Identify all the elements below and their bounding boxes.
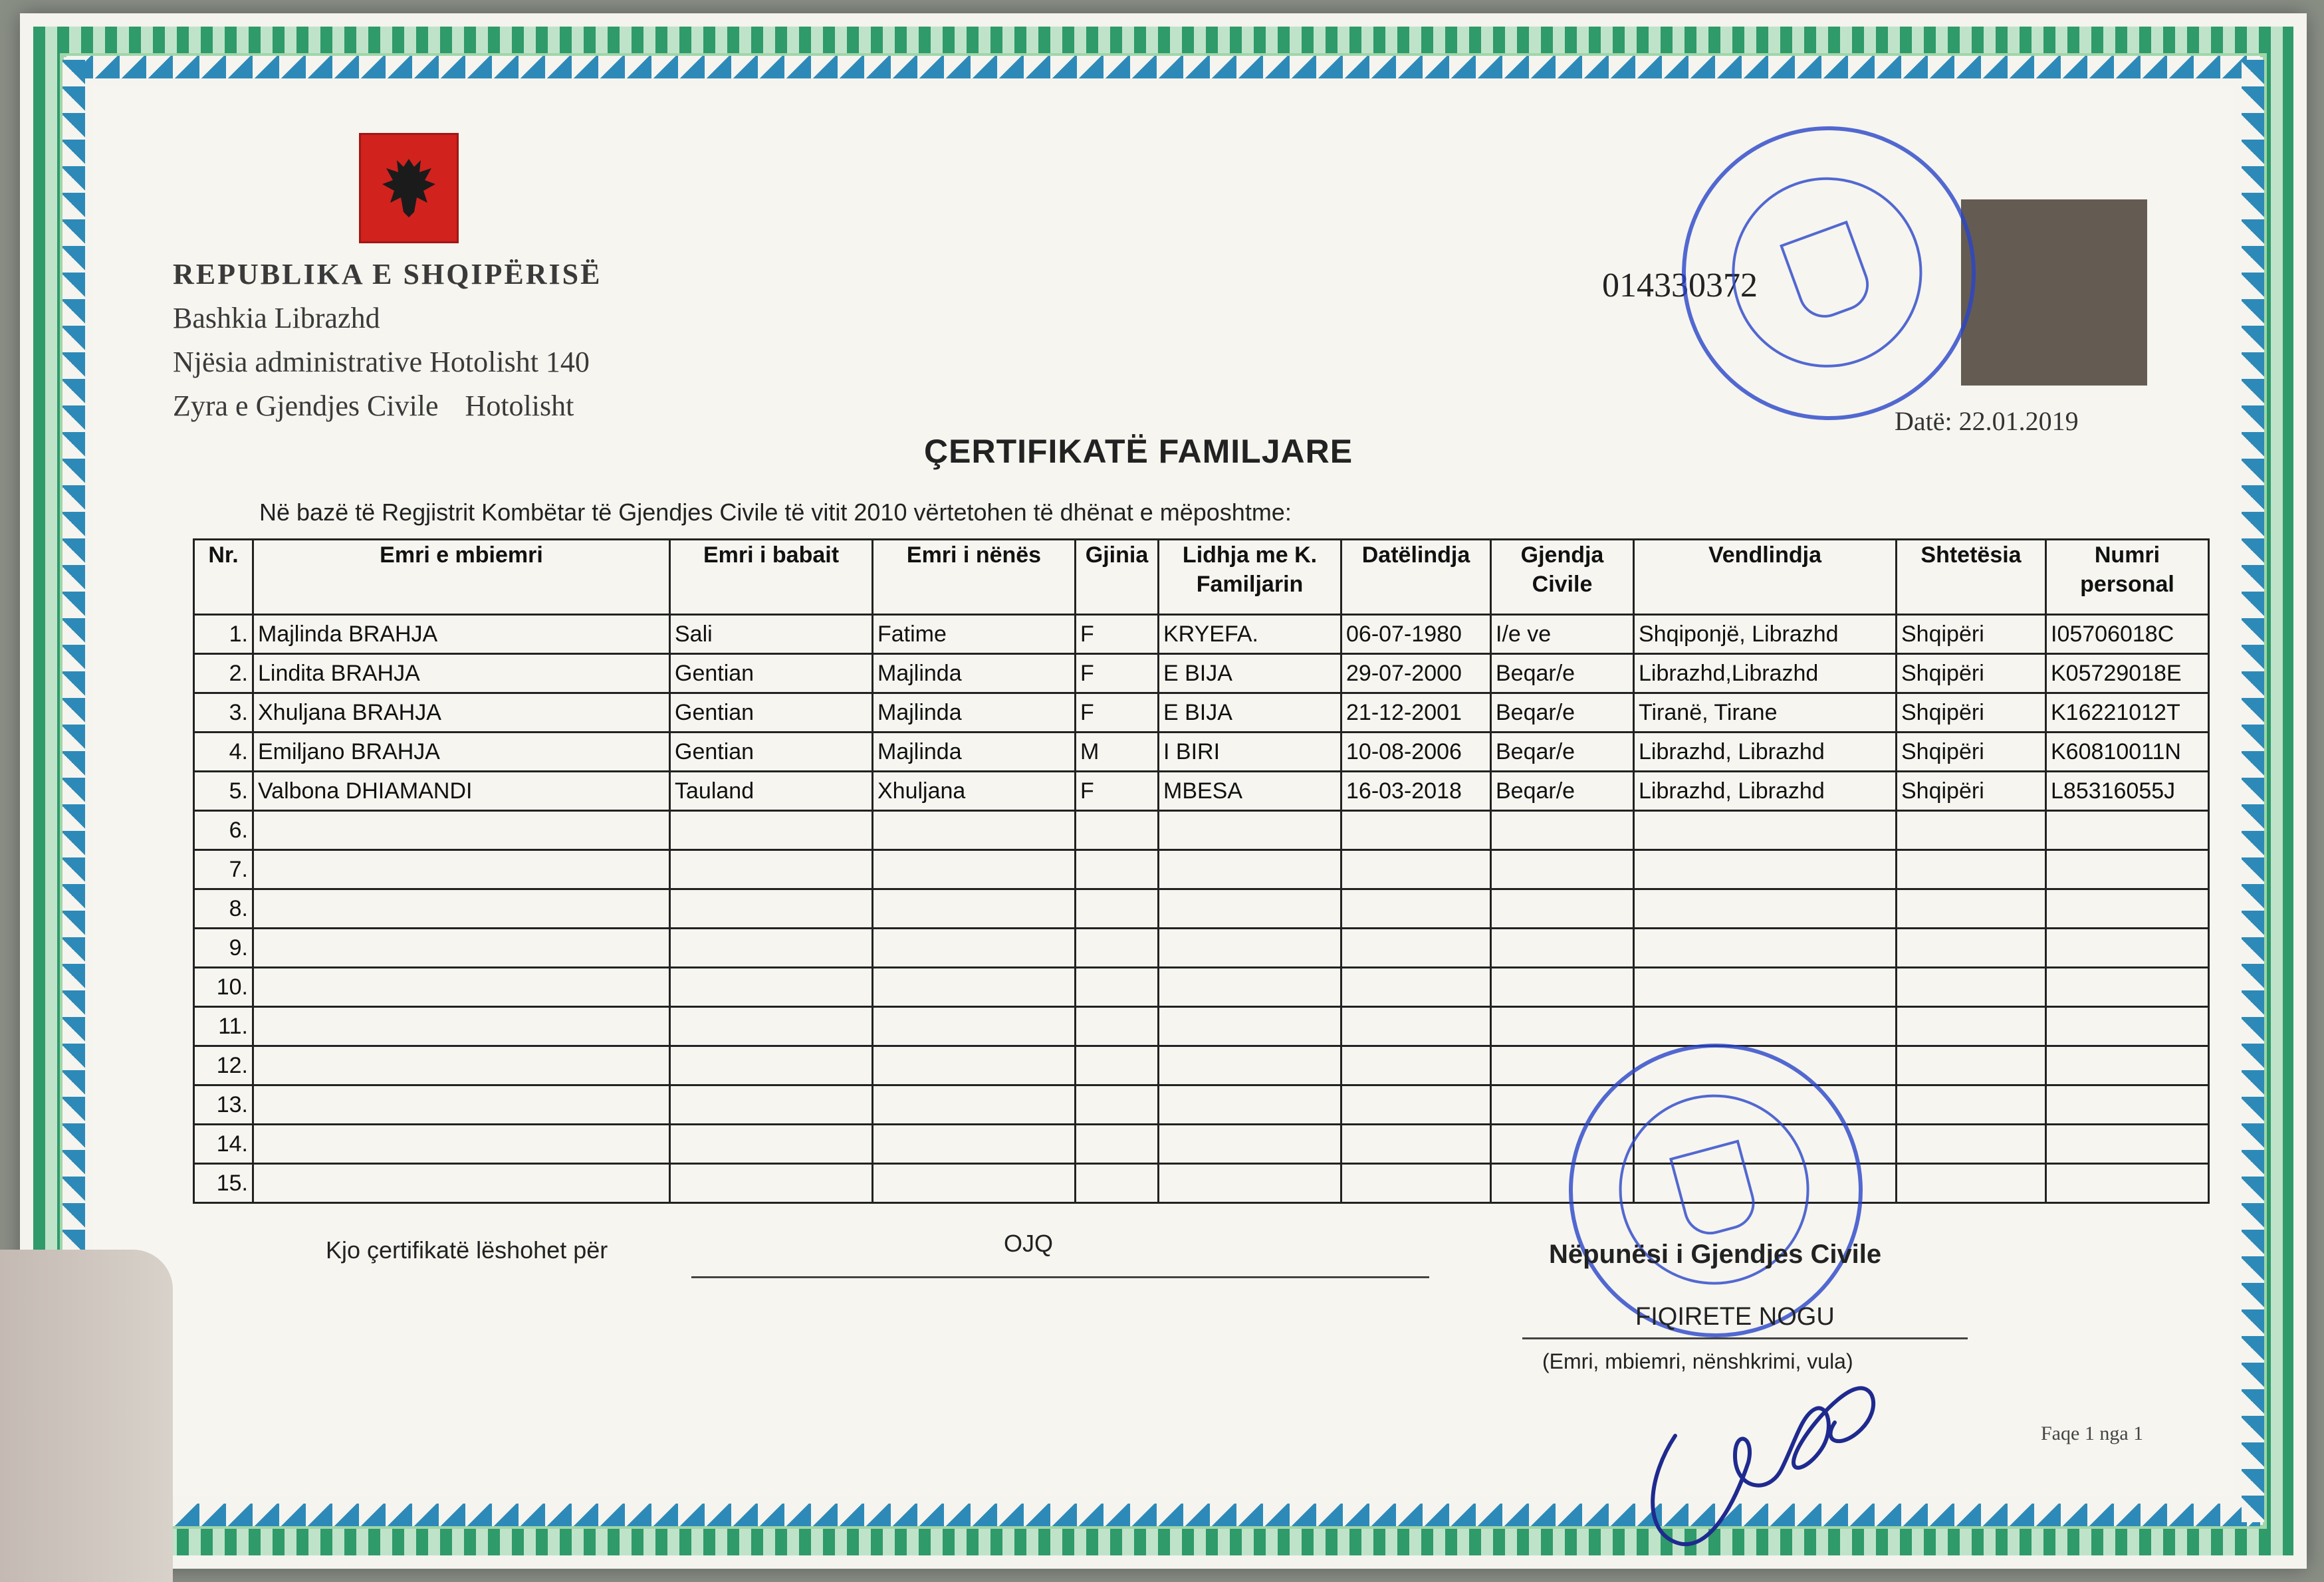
table-cell: Xhuljana BRAHJA <box>253 693 670 733</box>
municipality-name: Bashkia Librazhd <box>173 302 380 334</box>
table-cell: 4. <box>194 733 253 772</box>
table-cell: 21-12-2001 <box>1341 693 1491 733</box>
table-cell <box>1897 850 2046 889</box>
table-cell: 13. <box>194 1085 253 1125</box>
table-cell <box>253 1125 670 1164</box>
table-cell <box>1897 1046 2046 1085</box>
table-cell <box>1159 1164 1341 1203</box>
table-cell: Tiranë, Tirane <box>1634 693 1897 733</box>
table-cell: Shqipëri <box>1897 733 2046 772</box>
triangle-border-right <box>2242 60 2264 1522</box>
table-cell <box>1897 1007 2046 1046</box>
table-cell <box>1341 1046 1491 1085</box>
table-row <box>194 733 2209 772</box>
table-cell <box>1159 889 1341 929</box>
officer-name: FIQIRETE NOGU <box>1635 1303 1835 1331</box>
table-cell <box>1341 1164 1491 1203</box>
table-cell: Beqar/e <box>1491 654 1634 693</box>
table-cell <box>1634 929 1897 968</box>
table-cell <box>2046 1007 2209 1046</box>
table-cell: Majlinda <box>873 654 1076 693</box>
table-cell: Fatime <box>873 615 1076 654</box>
table-cell <box>253 1007 670 1046</box>
table-cell <box>1897 889 2046 929</box>
table-cell: 10. <box>194 968 253 1007</box>
table-cell: 15. <box>194 1164 253 1203</box>
table-cell <box>253 968 670 1007</box>
table-cell <box>1634 811 1897 850</box>
table-cell: 14. <box>194 1125 253 1164</box>
table-cell <box>253 929 670 968</box>
page-number: Faqe 1 nga 1 <box>2041 1422 2144 1444</box>
table-cell <box>1897 1164 2046 1203</box>
table-row <box>194 889 2209 929</box>
table-cell <box>2046 850 2209 889</box>
table-cell <box>1897 968 2046 1007</box>
table-cell: Valbona DHIAMANDI <box>253 772 670 811</box>
table-cell: Shqipëri <box>1897 615 2046 654</box>
table-cell: Gentian <box>670 733 873 772</box>
office-label: Zyra e Gjendjes Civile <box>173 390 439 422</box>
table-cell: K60810011N <box>2046 733 2209 772</box>
table-cell: 7. <box>194 850 253 889</box>
table-cell <box>1076 1085 1159 1125</box>
table-row <box>194 615 2209 654</box>
table-cell <box>873 811 1076 850</box>
table-cell <box>670 1007 873 1046</box>
table-cell: I BIRI <box>1159 733 1341 772</box>
table-cell <box>1341 1085 1491 1125</box>
office-place: Hotolisht <box>465 390 574 422</box>
table-cell: Xhuljana <box>873 772 1076 811</box>
table-cell: 11. <box>194 1007 253 1046</box>
table-cell <box>2046 1046 2209 1085</box>
table-cell <box>1634 889 1897 929</box>
issue-date: Datë: 22.01.2019 <box>1895 406 2079 436</box>
table-cell: Sali <box>670 615 873 654</box>
table-cell <box>1341 811 1491 850</box>
table-cell <box>670 1164 873 1203</box>
table-cell <box>670 968 873 1007</box>
table-cell: Shqipëri <box>1897 693 2046 733</box>
table-cell <box>1076 1007 1159 1046</box>
table-cell <box>1491 929 1634 968</box>
table-cell: Shqipëri <box>1897 772 2046 811</box>
col-birthdate: Datëlindja <box>1341 540 1491 615</box>
table-cell <box>2046 968 2209 1007</box>
intro-text: Në bazë të Regjistrit Kombëtar të Gjendjes Civile të vitit 2010 vërtetohen të dhënat e mëposhtme: <box>259 499 1292 526</box>
table-cell: L85316055J <box>2046 772 2209 811</box>
table-cell <box>1159 1125 1341 1164</box>
table-cell <box>1159 1046 1341 1085</box>
handwritten-signature <box>1635 1356 1901 1555</box>
table-cell <box>1159 968 1341 1007</box>
table-cell: 10-08-2006 <box>1341 733 1491 772</box>
table-row <box>194 1125 2209 1164</box>
table-cell <box>1076 968 1159 1007</box>
col-gender: Gjinia <box>1076 540 1159 615</box>
table-cell <box>1076 1046 1159 1085</box>
double-eagle-icon <box>381 154 437 223</box>
table-row <box>194 772 2209 811</box>
table-cell: Beqar/e <box>1491 733 1634 772</box>
table-row <box>194 1046 2209 1085</box>
table-cell <box>1897 1125 2046 1164</box>
table-cell <box>1491 1007 1634 1046</box>
table-cell: F <box>1076 615 1159 654</box>
table-cell: Shqiponjë, Librazhd <box>1634 615 1897 654</box>
table-cell: Gentian <box>670 654 873 693</box>
table-row <box>194 693 2209 733</box>
table-cell: Beqar/e <box>1491 772 1634 811</box>
document-title: ÇERTIFIKATË FAMILJARE <box>924 433 1353 470</box>
col-mother: Emri i nënës <box>873 540 1076 615</box>
table-cell <box>2046 811 2209 850</box>
table-cell: MBESA <box>1159 772 1341 811</box>
col-civil-status: Gjendja Civile <box>1491 540 1634 615</box>
table-cell <box>253 1085 670 1125</box>
table-cell <box>1897 929 2046 968</box>
document-number: 014330372 <box>1602 267 1758 304</box>
table-cell <box>873 968 1076 1007</box>
table-cell: 12. <box>194 1046 253 1085</box>
col-birthplace: Vendlindja <box>1634 540 1897 615</box>
table-cell: M <box>1076 733 1159 772</box>
table-cell: 1. <box>194 615 253 654</box>
table-cell <box>2046 889 2209 929</box>
table-cell: Majlinda <box>873 733 1076 772</box>
triangle-border-top <box>66 56 2260 78</box>
table-cell: Tauland <box>670 772 873 811</box>
admin-unit-name: Njësia administrative Hotolisht 140 <box>173 346 590 378</box>
table-cell <box>873 1164 1076 1203</box>
table-cell: F <box>1076 654 1159 693</box>
table-cell <box>1341 968 1491 1007</box>
office-line <box>173 384 602 428</box>
col-personal-number: Numri personal <box>2046 540 2209 615</box>
table-row <box>194 811 2209 850</box>
table-cell <box>1076 1125 1159 1164</box>
table-cell: E BIJA <box>1159 693 1341 733</box>
triangle-border-bottom <box>66 1504 2260 1526</box>
table-cell <box>1076 811 1159 850</box>
table-cell <box>873 1125 1076 1164</box>
table-body <box>194 615 2209 1203</box>
col-father: Emri i babait <box>670 540 873 615</box>
table-cell: I/e ve <box>1491 615 1634 654</box>
table-cell: 2. <box>194 654 253 693</box>
table-cell <box>1897 811 2046 850</box>
certificate-content <box>93 86 2234 1496</box>
table-cell <box>1076 929 1159 968</box>
table-cell: 06-07-1980 <box>1341 615 1491 654</box>
table-cell <box>873 1085 1076 1125</box>
table-cell <box>1341 929 1491 968</box>
table-cell <box>1341 889 1491 929</box>
issued-for-line <box>691 1276 1429 1278</box>
table-cell: Gentian <box>670 693 873 733</box>
table-cell <box>873 929 1076 968</box>
table-cell: Librazhd, Librazhd <box>1634 772 1897 811</box>
table-cell <box>670 850 873 889</box>
table-cell: Majlinda BRAHJA <box>253 615 670 654</box>
table-cell: F <box>1076 693 1159 733</box>
signature-line <box>1522 1337 1968 1339</box>
table-cell: Lindita BRAHJA <box>253 654 670 693</box>
table-row <box>194 968 2209 1007</box>
table-cell: Beqar/e <box>1491 693 1634 733</box>
table-cell: 9. <box>194 929 253 968</box>
table-cell: E BIJA <box>1159 654 1341 693</box>
table-cell: 29-07-2000 <box>1341 654 1491 693</box>
table-cell <box>1159 1085 1341 1125</box>
table-cell: 6. <box>194 811 253 850</box>
officer-title: Nëpunësi i Gjendjes Civile <box>1549 1240 1882 1269</box>
table-cell <box>1491 850 1634 889</box>
table-cell: 8. <box>194 889 253 929</box>
issuer-header <box>173 253 602 428</box>
table-cell <box>670 1125 873 1164</box>
table-cell <box>873 889 1076 929</box>
table-cell <box>253 1164 670 1203</box>
table-cell <box>1341 1007 1491 1046</box>
table-cell <box>1159 1007 1341 1046</box>
table-cell <box>1634 968 1897 1007</box>
table-cell <box>873 850 1076 889</box>
table-cell: 5. <box>194 772 253 811</box>
col-name: Emri e mbiemri <box>253 540 670 615</box>
col-citizenship: Shtetësia <box>1897 540 2046 615</box>
table-row <box>194 654 2209 693</box>
table-cell: 3. <box>194 693 253 733</box>
table-cell <box>253 1046 670 1085</box>
table-cell <box>1076 1164 1159 1203</box>
signature-caption: (Emri, mbiemri, nënshkrimi, vula) <box>1542 1349 1853 1373</box>
table-cell <box>670 1085 873 1125</box>
table-cell <box>253 889 670 929</box>
table-cell <box>1491 968 1634 1007</box>
table-cell <box>253 850 670 889</box>
table-row <box>194 929 2209 968</box>
table-cell: Emiljano BRAHJA <box>253 733 670 772</box>
col-nr: Nr. <box>194 540 253 615</box>
table-cell <box>2046 1125 2209 1164</box>
table-cell <box>2046 1085 2209 1125</box>
table-cell: 16-03-2018 <box>1341 772 1491 811</box>
certificate-paper <box>20 13 2307 1569</box>
col-relation: Lidhja me K. Familjarin <box>1159 540 1341 615</box>
table-cell <box>873 1046 1076 1085</box>
table-cell: I05706018C <box>2046 615 2209 654</box>
table-row <box>194 850 2209 889</box>
table-cell <box>1076 889 1159 929</box>
table-cell <box>1634 1007 1897 1046</box>
republic-name: REPUBLIKA E SHQIPËRISË <box>173 258 602 290</box>
table-cell <box>1159 850 1341 889</box>
table-cell <box>1897 1085 2046 1125</box>
table-cell <box>1076 850 1159 889</box>
table-cell <box>2046 1164 2209 1203</box>
redacted-photo <box>1961 199 2147 386</box>
table-cell <box>1491 811 1634 850</box>
table-cell <box>1341 850 1491 889</box>
table-cell: K16221012T <box>2046 693 2209 733</box>
table-cell <box>1159 811 1341 850</box>
albanian-flag-icon <box>359 133 459 243</box>
table-cell: F <box>1076 772 1159 811</box>
table-cell: KRYEFA. <box>1159 615 1341 654</box>
table-cell <box>873 1007 1076 1046</box>
table-cell <box>253 811 670 850</box>
table-cell <box>670 1046 873 1085</box>
table-cell <box>1341 1125 1491 1164</box>
family-register-table <box>193 538 2210 1204</box>
table-cell <box>670 811 873 850</box>
table-row <box>194 1007 2209 1046</box>
table-cell <box>670 929 873 968</box>
table-cell <box>1634 850 1897 889</box>
table-cell: Librazhd,Librazhd <box>1634 654 1897 693</box>
table-cell: Librazhd, Librazhd <box>1634 733 1897 772</box>
table-cell <box>2046 929 2209 968</box>
table-cell: Majlinda <box>873 693 1076 733</box>
table-cell: Shqipëri <box>1897 654 2046 693</box>
table-cell <box>1491 1046 1634 1085</box>
table-row <box>194 1085 2209 1125</box>
issued-for-value: OJQ <box>1004 1230 1054 1257</box>
issued-for-label: Kjo çertifikatë lëshohet për <box>326 1236 608 1264</box>
table-cell <box>1159 929 1341 968</box>
table-cell <box>670 889 873 929</box>
table-header-row <box>194 540 2209 615</box>
table-cell <box>1491 889 1634 929</box>
page-curl-shadow <box>0 1250 173 1582</box>
table-cell: K05729018E <box>2046 654 2209 693</box>
table-row <box>194 1164 2209 1203</box>
